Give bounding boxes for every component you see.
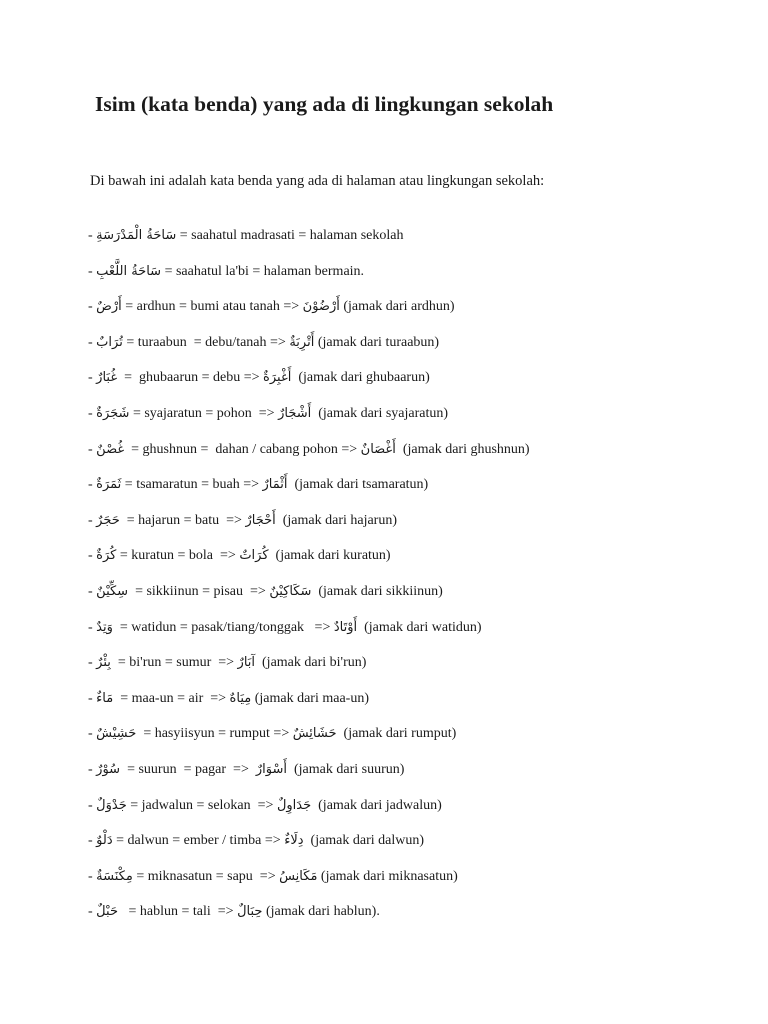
- entry-dash: -: [88, 405, 97, 421]
- entry-meaning: = sikkiinun = pisau =>: [128, 583, 270, 599]
- arabic-plural: أَحْجَارٌ: [245, 512, 276, 528]
- list-item: [88, 404, 530, 440]
- arabic-plural: حَشَائِشٌ: [292, 726, 337, 742]
- entry-meaning: = syajaratun = pohon =>: [129, 405, 279, 421]
- plural-note: (jamak dari turaabun): [314, 334, 440, 350]
- entry-meaning: = watidun = pasak/tiang/tonggak =>: [112, 619, 334, 635]
- arabic-plural: حِبَالٌ: [237, 904, 263, 920]
- entry-meaning: = kuratun = bola =>: [116, 548, 240, 564]
- entry-meaning: = ghushnun = dahan / cabang pohon =>: [124, 441, 361, 457]
- arabic-word: تُرَابٌ: [96, 334, 123, 350]
- plural-note: (jamak dari ardhun): [339, 299, 455, 315]
- arabic-word: غُصْنٌ: [96, 441, 125, 457]
- arabic-plural: جَدَاوِلٌ: [276, 797, 312, 813]
- entry-meaning: = saahatul la'bi = halaman bermain.: [161, 263, 365, 279]
- arabic-word: بِئْرٌ: [96, 655, 111, 671]
- entry-meaning: = dalwun = ember / timba =>: [112, 833, 285, 849]
- arabic-word: سَاحَةُ الْمَدْرَسَةِ: [96, 228, 177, 243]
- plural-note: (jamak dari hablun).: [262, 904, 380, 920]
- list-item: [88, 831, 530, 867]
- plural-note: (jamak dari jadwalun): [311, 797, 442, 813]
- plural-note: (jamak dari ghubaarun): [291, 370, 430, 386]
- entry-meaning: = tsamaratun = buah =>: [121, 477, 263, 493]
- list-item: [88, 867, 530, 903]
- arabic-word: حَبْلٌ: [96, 904, 118, 920]
- arabic-plural: دِلَاءٌ: [284, 833, 304, 849]
- plural-note: (jamak dari sikkiinun): [311, 583, 443, 599]
- plural-note: (jamak dari maa-un): [251, 690, 369, 706]
- arabic-word: غُبَارٌ: [96, 370, 118, 386]
- arabic-plural: آبَارٌ: [237, 655, 256, 671]
- list-item: [88, 796, 530, 832]
- arabic-word: مِكْنَسَةٌ: [96, 868, 133, 884]
- list-item: [88, 511, 530, 547]
- entry-dash: -: [88, 655, 97, 671]
- plural-note: (jamak dari syajaratun): [311, 405, 449, 421]
- arabic-plural: أَرْضُوْنَ: [302, 299, 340, 315]
- arabic-word: سُوْرٌ: [96, 761, 121, 777]
- entry-dash: -: [88, 263, 97, 279]
- entry-dash: -: [88, 334, 97, 350]
- arabic-plural: أَسْوَارٌ: [255, 761, 287, 777]
- entry-meaning: = hablun = tali =>: [117, 904, 238, 920]
- arabic-plural: أَثْمَارٌ: [262, 477, 288, 493]
- arabic-word: سِكِّيْنٌ: [96, 583, 129, 599]
- entry-dash: -: [88, 619, 97, 635]
- list-item: [88, 618, 530, 654]
- arabic-word: سَاحَةُ اللَّعْبِ: [96, 263, 162, 279]
- arabic-plural: كُرَاتٌ: [239, 548, 269, 564]
- list-item: [88, 546, 530, 582]
- entry-dash: -: [88, 512, 97, 528]
- entry-dash: -: [88, 761, 97, 777]
- plural-note: (jamak dari suurun): [286, 761, 405, 777]
- entry-dash: -: [88, 690, 97, 706]
- entry-dash: -: [88, 833, 97, 849]
- list-item: [88, 724, 530, 760]
- entry-dash: -: [88, 477, 97, 493]
- arabic-plural: أَغْبِرَةٌ: [263, 370, 292, 386]
- arabic-word: ثَمَرَةٌ: [96, 477, 122, 493]
- arabic-word: جَدْوَلٌ: [96, 797, 127, 813]
- entry-meaning: = jadwalun = selokan =>: [126, 797, 277, 813]
- list-item: [88, 262, 530, 298]
- list-item: [88, 582, 530, 618]
- entry-meaning: = turaabun = debu/tanah =>: [122, 334, 290, 350]
- arabic-word: وَتِدٌ: [96, 619, 113, 635]
- arabic-word: شَجَرَةٌ: [96, 405, 130, 421]
- entry-meaning: = hajarun = batu =>: [119, 512, 246, 528]
- plural-note: (jamak dari hajarun): [275, 512, 398, 528]
- entry-dash: -: [88, 868, 97, 884]
- plural-note: (jamak dari watidun): [357, 619, 482, 635]
- arabic-word: حَشِيْشٌ: [96, 726, 137, 742]
- arabic-plural: سَكَاكِيْنٌ: [269, 583, 312, 599]
- arabic-plural: أَوْتَادٌ: [333, 619, 358, 635]
- entry-dash: -: [88, 441, 97, 457]
- entry-dash: -: [88, 797, 97, 813]
- arabic-plural: مِيَاهٌ: [229, 690, 252, 706]
- arabic-plural: أَشْجَارٌ: [278, 405, 312, 421]
- entry-dash: -: [88, 904, 97, 920]
- list-item: [88, 440, 530, 476]
- plural-note: (jamak dari tsamaratun): [287, 477, 429, 493]
- arabic-plural: أَغْصَانٌ: [360, 441, 396, 457]
- list-item: [88, 333, 530, 369]
- list-item: [88, 760, 530, 796]
- entry-meaning: = suurun = pagar =>: [120, 761, 256, 777]
- entry-meaning: = hasyiisyun = rumput =>: [136, 726, 293, 742]
- arabic-word: كُرَةٌ: [96, 548, 117, 564]
- arabic-word: أَرْضٌ: [96, 299, 122, 315]
- plural-note: (jamak dari miknasatun): [317, 868, 458, 884]
- arabic-plural: مَكَانِسُ: [279, 868, 318, 884]
- entry-meaning: = maa-un = air =>: [113, 690, 230, 706]
- plural-note: (jamak dari kuratun): [268, 548, 391, 564]
- entry-dash: -: [88, 726, 97, 742]
- entry-dash: -: [88, 583, 97, 599]
- list-item: [88, 297, 530, 333]
- entry-dash: -: [88, 370, 97, 386]
- entry-meaning: = ardhun = bumi atau tanah =>: [121, 299, 303, 315]
- list-item: [88, 368, 530, 404]
- entry-meaning: = ghubaarun = debu =>: [117, 370, 264, 386]
- plural-note: (jamak dari rumput): [336, 726, 457, 742]
- entry-meaning: = saahatul madrasati = halaman sekolah: [176, 228, 404, 243]
- plural-note: (jamak dari ghushnun): [395, 441, 530, 457]
- plural-note: (jamak dari dalwun): [303, 833, 425, 849]
- arabic-plural: أَتْرِبَةٌ: [289, 334, 315, 350]
- arabic-word: مَاءٌ: [96, 690, 114, 706]
- entry-dash: -: [88, 228, 97, 243]
- plural-note: (jamak dari bi'run): [255, 655, 367, 671]
- list-item: [88, 226, 530, 262]
- entry-meaning: = miknasatun = sapu =>: [132, 868, 280, 884]
- page-title: Isim (kata benda) yang ada di lingkungan sekolah: [95, 92, 554, 116]
- entry-dash: -: [88, 548, 97, 564]
- list-item: [88, 902, 530, 938]
- list-item: [88, 653, 530, 689]
- vocabulary-list: [88, 226, 530, 938]
- list-item: [88, 689, 530, 725]
- entry-dash: -: [88, 299, 97, 315]
- entry-meaning: = bi'run = sumur =>: [110, 655, 238, 671]
- list-item: [88, 475, 530, 511]
- arabic-word: حَجَرٌ: [96, 512, 120, 528]
- arabic-word: دَلْوٌ: [96, 833, 113, 849]
- intro-paragraph: Di bawah ini adalah kata benda yang ada di halaman atau lingkungan sekolah:: [90, 173, 545, 189]
